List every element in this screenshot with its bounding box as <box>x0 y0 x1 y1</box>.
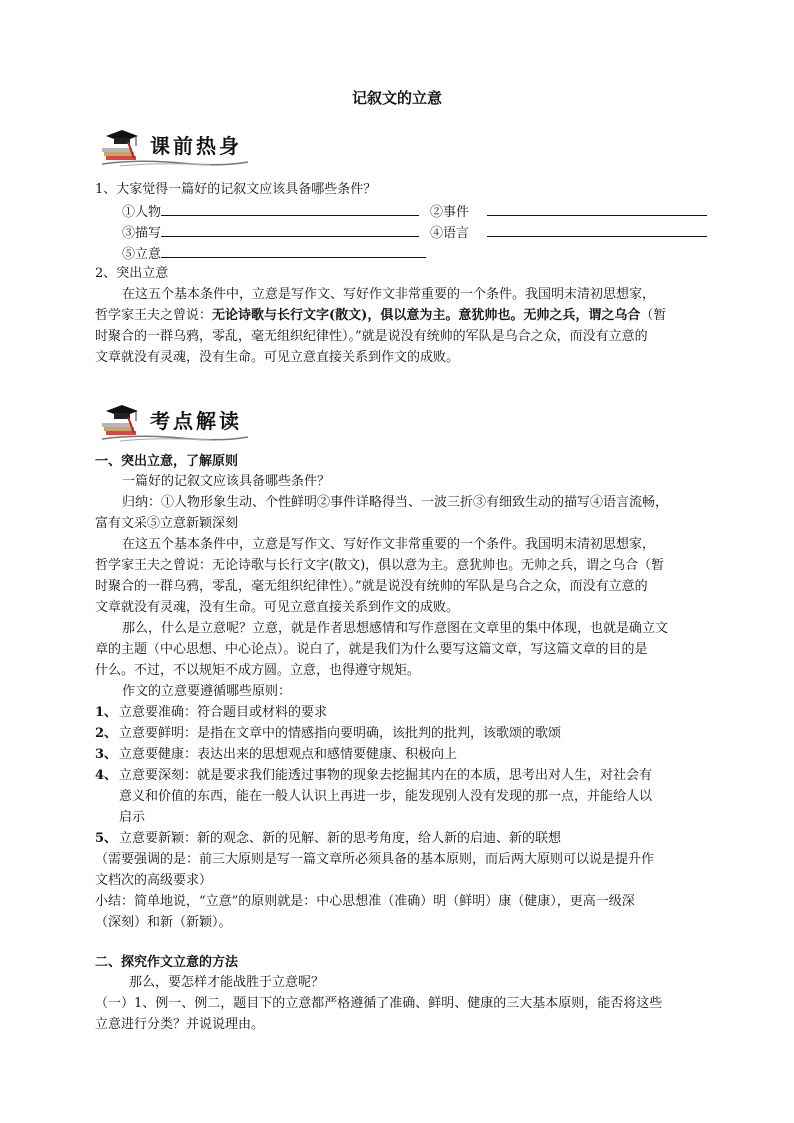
principle-text: 立意要新颖：新的观念、新的见解、新的思考角度，给人新的启迪、新的联想 <box>119 831 562 846</box>
note-line: （需要强调的是：前三大原则是写一篇文章所必须具备的基本原则，而后两大原则可以说是提升作 <box>95 852 655 867</box>
graduation-cap-icon <box>100 403 144 437</box>
blank-line <box>161 222 419 237</box>
paragraph-line: 在这五个基本条件中，立意是写作文、写好作文非常重要的一个条件。我国明末清初思想家， <box>122 537 656 552</box>
section-header-warmup <box>100 128 300 168</box>
paragraph-line: 那么，要怎样才能战胜于立意呢？ <box>129 975 325 990</box>
principle-item <box>95 745 457 765</box>
principle-text: 启示 <box>119 810 146 825</box>
principle-item <box>95 724 561 744</box>
paragraph-line: 作文的立意要遵循哪些原则： <box>122 684 292 699</box>
principle-text: 立意要健康：表达出来的思想观点和感情要健康、积极向上 <box>119 747 458 762</box>
paragraph-line: 归纳：①人物形象生动、个性鲜明②事件详略得当、一波三折③有细致生动的描写④语言流畅， <box>122 495 669 510</box>
section-underline-swash <box>100 158 250 168</box>
paragraph-line: 一篇好的记叙文应该具备哪些条件？ <box>122 474 331 489</box>
paragraph-line <box>95 306 666 326</box>
principle-number: 3、 <box>95 747 118 762</box>
condition-label-event: ②事件 <box>430 205 470 220</box>
summary-line: 小结：简单地说，“立意”的原则就是：中心思想准（准确）明（鲜明）康（健康），更高一级深 <box>95 894 635 909</box>
principle-item-continued <box>95 808 145 828</box>
paragraph-line: 富有文采⑤立意新颖深刻 <box>95 516 239 531</box>
blank-line <box>161 243 426 258</box>
question-2-title: 2、突出立意 <box>95 266 169 281</box>
condition-label-description: ③描写 <box>122 226 162 241</box>
condition-row-1 <box>122 201 419 223</box>
section-title-analysis: 考点解读 <box>150 409 242 433</box>
paragraph-line: 哲学家王夫之曾说：无论诗歌与长行文字(散文)，俱以意为主。意犹帅也。无帅之兵，谓之乌合（暂 <box>95 558 665 573</box>
paragraph-line: （一）1、例一、例二，题目下的立意都严格遵循了准确、鲜明、健康的三大基本原则，能否将这些 <box>95 996 663 1011</box>
quote-bold: 无论诗歌与长行文字(散文)，俱以意为主。意犹帅也。无帅之兵，谓之乌合 <box>212 308 641 323</box>
principle-text: 意义和价值的东西，能在一般人认识上再进一步，能发现别人没有发现的那一点，并能给人以 <box>119 789 653 804</box>
principle-text: 立意要深刻：就是要求我们能透过事物的现象去挖掘其内在的本质，思考出对人生，对社会有 <box>119 768 653 783</box>
principle-text: 立意要准确：符合题目或材料的要求 <box>119 705 328 720</box>
part-1-heading: 一、突出立意，了解原则 <box>95 454 239 469</box>
question-1: 1、大家觉得一篇好的记叙文应该具备哪些条件？ <box>95 182 377 197</box>
section-underline-swash <box>100 433 250 443</box>
principle-item <box>95 766 652 786</box>
paragraph-line: 立意进行分类？并说说理由。 <box>95 1017 265 1032</box>
condition-label-theme: ⑤立意 <box>122 247 162 262</box>
blank-line <box>161 201 419 216</box>
principle-item <box>95 829 561 849</box>
condition-row-1b <box>430 201 707 223</box>
graduation-cap-icon <box>100 128 144 162</box>
principle-number: 5、 <box>95 831 118 846</box>
quote-intro: 哲学家王夫之曾说： <box>95 308 213 323</box>
part-2-heading: 二、探究作文立意的方法 <box>95 955 239 970</box>
note-line: 文档次的高级要求） <box>95 873 213 888</box>
section-header-analysis <box>100 403 300 443</box>
paragraph-line: 在这五个基本条件中，立意是写作文、写好作文非常重要的一个条件。我国明末清初思想家， <box>122 287 656 302</box>
principle-number: 1、 <box>95 705 118 720</box>
principle-item <box>95 703 327 723</box>
paragraph-line: 那么，什么是立意呢？立意，就是作者思想感情和写作意图在文章里的集中体现，也就是确立文 <box>122 621 669 636</box>
summary-line: （深刻）和新（新颖）。 <box>95 915 232 930</box>
paragraph-line: 时聚合的一群乌鸦，零乱，毫无组织纪律性）。”就是说没有统帅的军队是乌合之众，而没有立意的 <box>95 579 648 594</box>
paragraph-line: 文章就没有灵魂，没有生命。可见立意直接关系到作文的成败。 <box>95 600 460 615</box>
section-title-warmup: 课前热身 <box>150 134 242 158</box>
principle-item-continued <box>95 787 652 807</box>
principle-text: 立意要鲜明：是指在文章中的情感指向要明确，该批判的批判，该歌颂的歌颂 <box>119 726 562 741</box>
paragraph-line: 文章就没有灵魂，没有生命。可见立意直接关系到作文的成败。 <box>95 350 460 365</box>
condition-label-language: ④语言 <box>430 226 470 241</box>
paragraph-line: 时聚合的一群乌鸦，零乱，毫无组织纪律性）。”就是说没有统帅的军队是乌合之众，而没有立意的 <box>95 329 648 344</box>
principle-number: 2、 <box>95 726 118 741</box>
principle-number: 4、 <box>95 768 118 783</box>
paragraph-line: 章的主题（中心思想、中心论点）。说白了，就是我们为什么要写这篇文章，写这篇文章的目的是 <box>95 642 648 657</box>
blank-line <box>487 201 707 216</box>
condition-label-person: ①人物 <box>122 205 162 220</box>
condition-row-2b <box>430 222 707 244</box>
quote-tail: （暂 <box>640 308 667 323</box>
condition-row-3 <box>122 243 426 265</box>
blank-line <box>487 222 707 237</box>
paragraph-line: 什么。不过，不以规矩不成方圆。立意，也得遵守规矩。 <box>95 663 421 678</box>
condition-row-2 <box>122 222 419 244</box>
document-title: 记叙文的立意 <box>351 89 442 107</box>
